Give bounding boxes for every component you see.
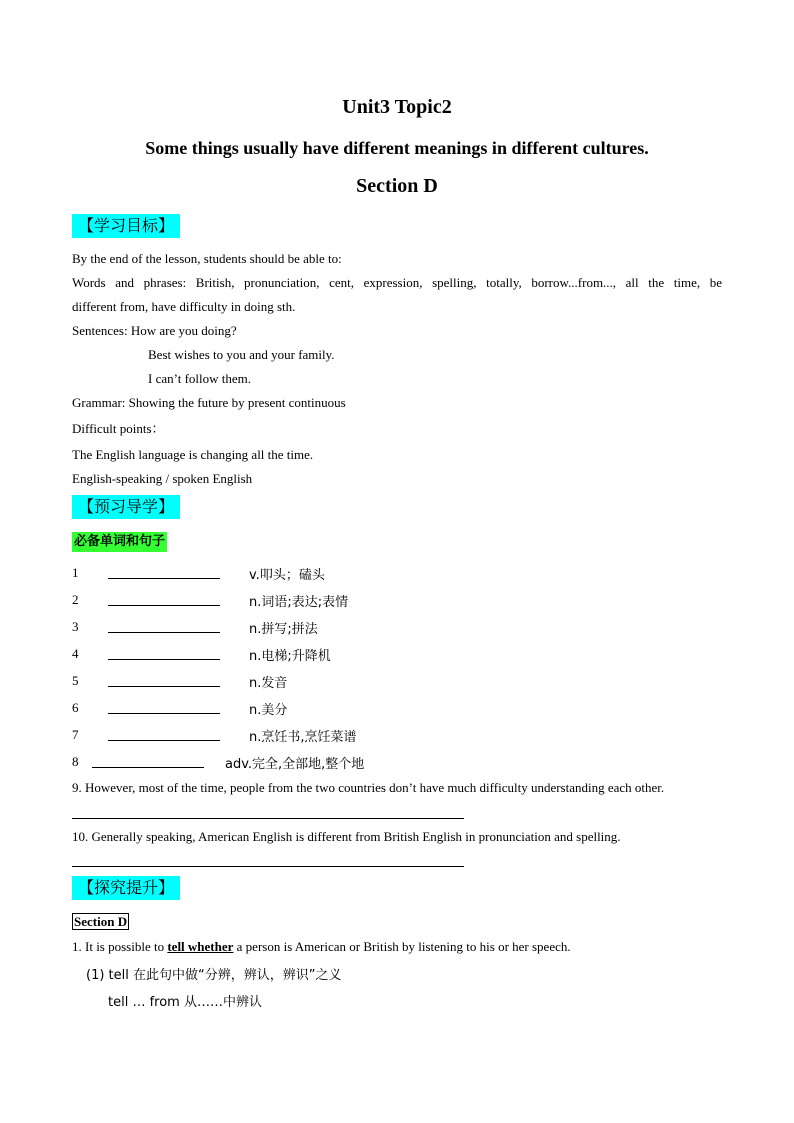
section-heading: Section D bbox=[356, 175, 438, 197]
goals-difficult-2: English-speaking / spoken English bbox=[72, 471, 253, 486]
vocab-blank[interactable] bbox=[108, 605, 220, 606]
goals-words-line2: different from, have difficulty in doing sth. bbox=[72, 299, 296, 314]
goals-difficult-label: Difficult points： bbox=[72, 421, 165, 436]
item1-post: a person is American or British by listening to his or her speech. bbox=[233, 939, 571, 954]
vocab-blank[interactable] bbox=[108, 686, 220, 687]
vocab-blank[interactable] bbox=[108, 578, 220, 579]
vocab-num: 2 bbox=[72, 592, 79, 607]
answer-line[interactable] bbox=[72, 818, 464, 819]
goals-intro: By the end of the lesson, students should be able to: bbox=[72, 251, 342, 266]
vocab-def: n.发音 bbox=[249, 676, 288, 691]
vocab-num: 1 bbox=[72, 565, 79, 580]
vocab-sub-banner: 必备单词和句子 bbox=[72, 532, 167, 552]
item1-pre: 1. It is possible to bbox=[72, 939, 168, 954]
vocab-blank[interactable] bbox=[108, 713, 220, 714]
vocab-blank[interactable] bbox=[108, 659, 220, 660]
section-d-label bbox=[72, 913, 129, 931]
vocab-num: 6 bbox=[72, 700, 79, 715]
vocab-def: n.电梯;升降机 bbox=[249, 649, 331, 664]
vocab-def: n.烹饪书,烹饪菜谱 bbox=[249, 730, 357, 745]
vocab-num: 7 bbox=[72, 727, 79, 742]
vocab-num: 3 bbox=[72, 619, 79, 634]
vocab-def: adv.完全,全部地,整个地 bbox=[225, 757, 365, 772]
vocab-blank[interactable] bbox=[108, 632, 220, 633]
explore-banner: 【探究提升】 bbox=[72, 876, 180, 900]
goals-banner: 【学习目标】 bbox=[72, 214, 180, 238]
page-title: Unit3 Topic2 bbox=[342, 96, 452, 118]
section-d-box: Section D bbox=[74, 914, 128, 929]
goals-sentences-label: Sentences: How are you doing? bbox=[72, 323, 237, 338]
vocab-blank[interactable] bbox=[108, 740, 220, 741]
sentence-9: 9. However, most of the time, people from the two countries don’t have much difficulty understanding each other. bbox=[72, 780, 665, 795]
goals-difficult-1: The English language is changing all the time. bbox=[72, 447, 314, 462]
preview-banner: 【预习导学】 bbox=[72, 495, 180, 519]
goals-grammar: Grammar: Showing the future by present continuous bbox=[72, 395, 346, 410]
goals-sentence-2: Best wishes to you and your family. bbox=[148, 347, 335, 362]
explore-item-1 bbox=[72, 939, 571, 955]
sentence-10: 10. Generally speaking, American English is different from British English in pronunciation and spelling. bbox=[72, 829, 621, 844]
page-subtitle: Some things usually have different meanings in different cultures. bbox=[145, 138, 649, 158]
item1-answer: tell whether bbox=[167, 939, 234, 954]
explore-note-2: tell … from 从……中辨认 bbox=[108, 995, 262, 1010]
vocab-num: 5 bbox=[72, 673, 79, 688]
vocab-num: 8 bbox=[72, 754, 79, 769]
explore-note-1: (1) tell 在此句中做“分辨，辨认，辨识”之义 bbox=[86, 968, 342, 983]
vocab-num: 4 bbox=[72, 646, 79, 661]
vocab-blank[interactable] bbox=[92, 767, 204, 768]
vocab-def: n.词语;表达;表情 bbox=[249, 595, 349, 610]
answer-line[interactable] bbox=[72, 866, 464, 867]
vocab-def: n.美分 bbox=[249, 703, 288, 718]
vocab-def: n.拼写;拼法 bbox=[249, 622, 318, 637]
vocab-def: v.叩头；磕头 bbox=[249, 568, 325, 583]
goals-words-line1: Words and phrases: British, pronunciation, cent, expression, spelling, totally, borrow...from..., all the time, be bbox=[72, 275, 722, 290]
goals-sentence-3: I can’t follow them. bbox=[148, 371, 252, 386]
